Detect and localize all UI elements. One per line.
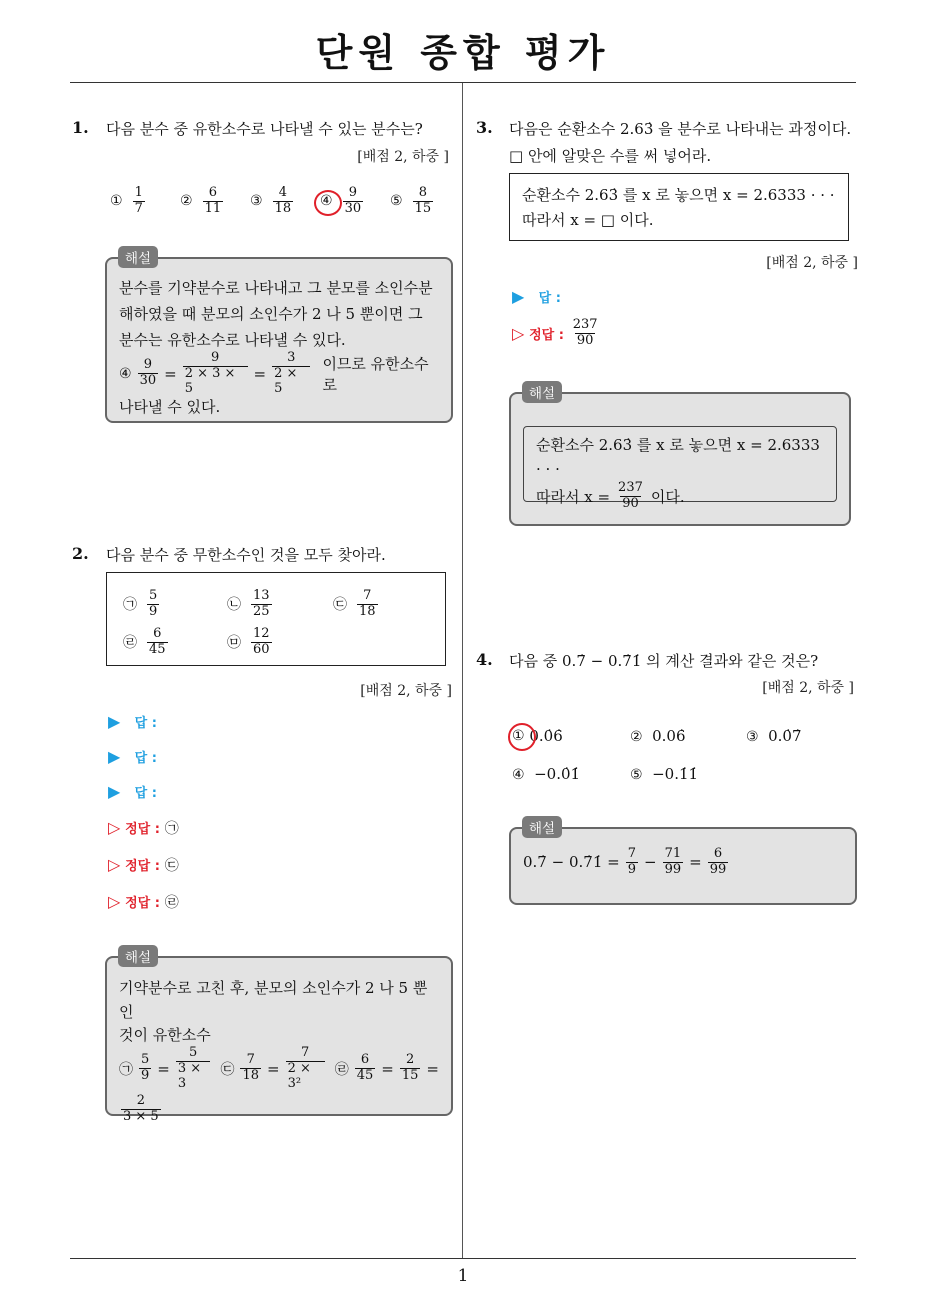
q4-solution-equation: 0.7̇ − 0.7̇1̇ = $\frac{7}{9}$ − $\frac{71}{99}$ = $\frac{6}{99}$ xyxy=(523,846,727,877)
q4-choice-5[interactable]: ⑤ −0.1̇1̇ xyxy=(630,765,699,783)
q2-item-3: ㉢ $\frac{7}{18}$ xyxy=(333,588,376,619)
q3-correct: ▷ 정답 : $\frac{237}{90}$ xyxy=(512,317,598,348)
q2-solution-tag: 해설 xyxy=(118,945,158,967)
column-divider xyxy=(462,83,463,1259)
q3-answer[interactable]: ▶ 답 : xyxy=(512,287,561,306)
q3-solution-inner-box: 순환소수 2.63̇ 를 x 로 놓으면 x = 2.6333 · · · 따라서 x = $\frac{237}{90}$ 이다. xyxy=(523,426,837,502)
q1-choice-1[interactable]: ① $\frac{1}{7}$ xyxy=(110,185,143,216)
q2-item-1: ㉠ $\frac{5}{9}$ xyxy=(123,588,158,619)
q1-solution-tag: 해설 xyxy=(118,246,158,268)
q1-choice-4[interactable]: ④ $\frac{9}{30}$ xyxy=(320,186,390,217)
q2-items-box xyxy=(106,572,446,666)
q2-solution-box: 기약분수로 고친 후, 분모의 소인수가 2 나 5 뿐인 것이 유한소수 ㉠ $\frac{5}{9}$ = $\frac{5}{3 \times 3}$ ㉢ $\frac{7}{18}$ = $\frac{7}{\text{2 × 3²}}$ ㉣ $\frac{6}{45}$ = $\frac{2}{15}$ = $\frac{2}{3 \times 5}$ xyxy=(105,956,453,1116)
q3-text-line2: □ 안에 알맞은 수를 써 넣어라. xyxy=(509,147,712,165)
q4-number: 4. xyxy=(476,650,493,669)
q3-text-line1: 다음은 순환소수 2.63̇ 을 분수로 나타내는 과정이다. xyxy=(509,120,852,138)
q1-text: 다음 분수 중 유한소수로 나타낼 수 있는 분수는? xyxy=(106,120,423,138)
q1-choice-2[interactable]: ② $\frac{6}{11}$ xyxy=(180,185,222,216)
q4-solution-tag: 해설 xyxy=(522,816,562,838)
footer-rule xyxy=(70,1258,856,1259)
q2-correct-1: ▷ 정답 : ㉠ xyxy=(108,818,179,837)
q4-choice-3[interactable]: ③ 0.0̇7̇ xyxy=(746,727,802,745)
q2-number: 2. xyxy=(72,544,89,563)
q2-answer-2[interactable]: ▶ 답 : xyxy=(108,747,157,766)
answer-mark-circle xyxy=(314,190,342,216)
q2-score: [배점 2, 하중 ] xyxy=(360,683,452,699)
q1-number: 1. xyxy=(72,118,89,137)
q3-number: 3. xyxy=(476,118,493,137)
q2-correct-3: ▷ 정답 : ㉣ xyxy=(108,892,179,911)
q2-answer-1[interactable]: ▶ 답 : xyxy=(108,712,157,731)
header-rule xyxy=(70,82,856,83)
q2-item-5: ㉤ $\frac{12}{60}$ xyxy=(227,626,270,657)
answer-mark-circle xyxy=(508,723,536,751)
q1-solution-text: 분수를 기약분수로 나타내고 그 분모를 소인수분해하였을 때 분모의 소인수가 2 나 5 뿐이면 그 분수는 유한소수로 나타낼 수 있다. xyxy=(119,279,433,349)
q1-choice-5[interactable]: ⑤ $\frac{8}{15}$ xyxy=(390,185,432,216)
q3-solution-box xyxy=(509,392,851,526)
page-number: 1 xyxy=(457,1266,469,1286)
q2-item-2: ㉡ $\frac{13}{25}$ xyxy=(227,588,270,619)
q4-choice-4[interactable]: ④ −0.0̇1̇ xyxy=(512,765,581,783)
q3-process-box: 순환소수 2.63̇ 를 x 로 놓으면 x = 2.6333 · · · 따라서 x = □ 이다. xyxy=(509,173,849,241)
q4-text: 다음 중 0.7̇ − 0.7̇1̇ 의 계산 결과와 같은 것은? xyxy=(509,652,819,670)
q4-solution-box xyxy=(509,827,857,905)
q2-item-4: ㉣ $\frac{6}{45}$ xyxy=(123,626,166,657)
page-title: 단원 종합 평가 xyxy=(315,31,611,75)
q1-choice-3[interactable]: ③ $\frac{4}{18}$ xyxy=(250,185,292,216)
q3-score: [배점 2, 하중 ] xyxy=(766,255,858,271)
q1-choices xyxy=(110,186,460,217)
q2-text: 다음 분수 중 무한소수인 것을 모두 찾아라. xyxy=(106,546,386,564)
q2-solution-equation: ㉠ $\frac{5}{9}$ = $\frac{5}{3 \times 3}$ ㉢ $\frac{7}{18}$ = $\frac{7}{\text{2 × 3²}}$ ㉣ $\frac{6}{45}$ = $\frac{2}{15}$ = xyxy=(119,1045,439,1091)
q1-solution-box: 분수를 기약분수로 나타내고 그 분모를 소인수분해하였을 때 분모의 소인수가 2 나 5 뿐이면 그 분수는 유한소수로 나타낼 수 있다. ④ $\frac{9}{30}$ = $\frac{9}{2 \times 3 \times 5}$ = $\frac{3}{2 \times 5}$ 이므로 유한소수로 나타낼 수 있다. xyxy=(105,257,453,423)
q1-score: [배점 2, 하중 ] xyxy=(357,149,449,165)
q1-solution-equation: ④ $\frac{9}{30}$ = $\frac{9}{2 \times 3 \times 5}$ = $\frac{3}{2 \times 5}$ 이므로 유한소수로 xyxy=(119,350,429,396)
q4-score: [배점 2, 하중 ] xyxy=(762,680,854,696)
q2-correct-2: ▷ 정답 : ㉢ xyxy=(108,855,179,874)
q4-choice-1[interactable]: ① 0.0̇6̇ xyxy=(512,727,632,745)
q4-choice-2[interactable]: ② 0.06̇ xyxy=(630,727,686,745)
q3-solution-tag: 해설 xyxy=(522,381,562,403)
q2-answer-3[interactable]: ▶ 답 : xyxy=(108,782,157,801)
